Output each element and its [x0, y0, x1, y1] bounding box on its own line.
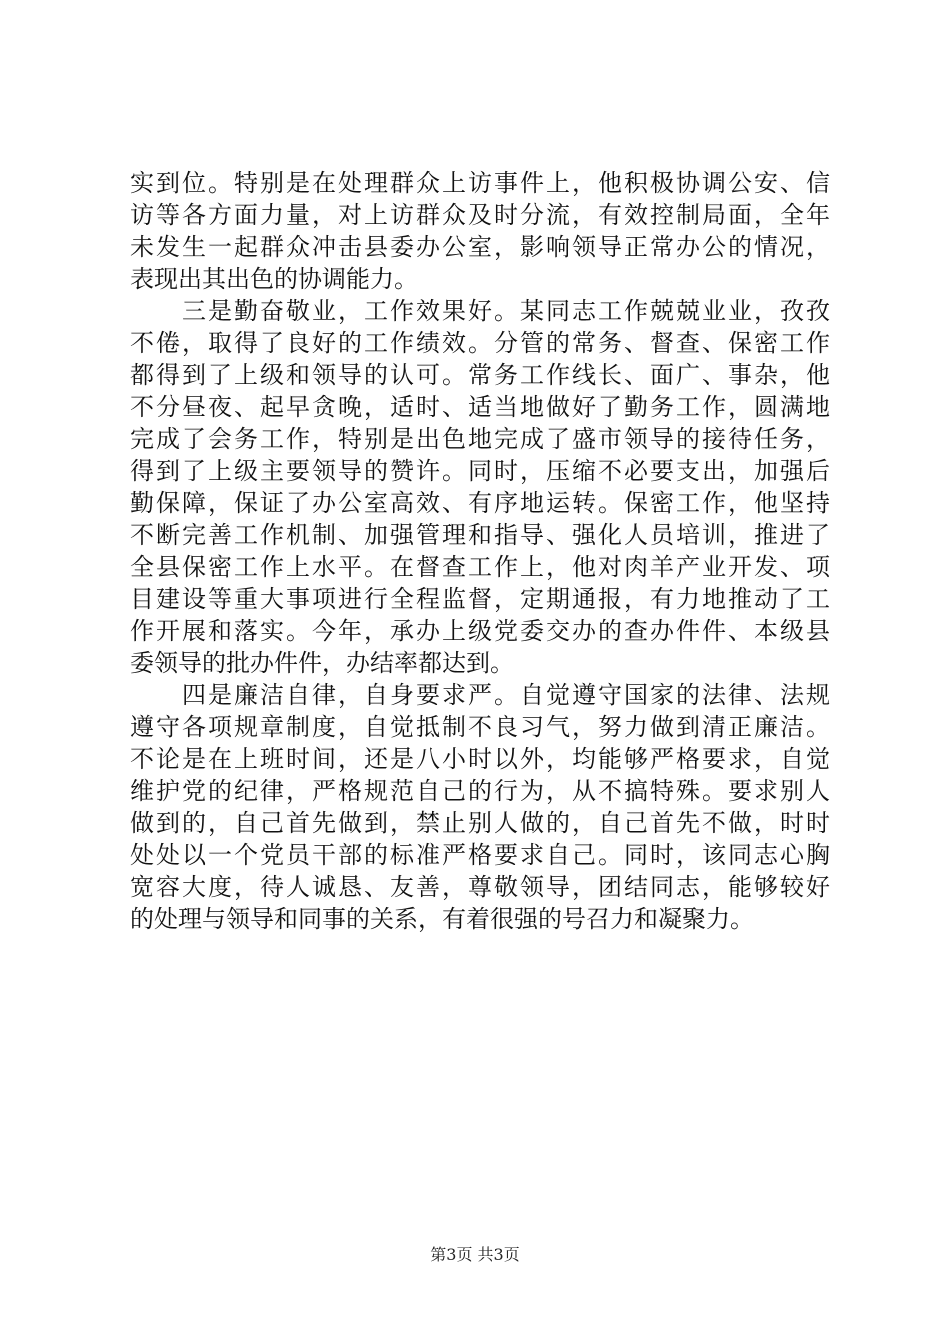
paragraph-integrity: [130, 679, 830, 935]
text-line: 做到的，自己首先做到，禁止别人做的，自己首先不做，时时: [130, 809, 830, 837]
text-line: 得到了上级主要领导的赞许。同时，压缩不必要支出，加强后: [130, 457, 830, 485]
text-line: 不倦，取得了良好的工作绩效。分管的常务、督查、保密工作: [130, 329, 830, 357]
text-line: 完成了会务工作，特别是出色地完成了盛市领导的接待任务，: [130, 425, 830, 453]
text-line: 作开展和落实。今年，承办上级党委交办的查办件件、本级县: [130, 617, 830, 645]
text-line: 不分昼夜、起早贪晚，适时、适当地做好了勤务工作，圆满地: [130, 393, 830, 421]
paragraph-coordination: [130, 167, 830, 295]
text-line: 维护党的纪律，严格规范自己的行为，从不搞特殊。要求别人: [130, 777, 830, 805]
text-line: 四是廉洁自律，自身要求严。自觉遵守国家的法律、法规: [130, 681, 830, 709]
paragraph-diligence: [130, 295, 830, 679]
document-body: [130, 167, 830, 935]
text-line: 目建设等重大事项进行全程监督，定期通报，有力地推动了工: [130, 585, 830, 613]
text-line: 不断完善工作机制、加强管理和指导、强化人员培训，推进了: [130, 521, 830, 549]
text-line: 处处以一个党员干部的标准严格要求自己。同时，该同志心胸: [130, 841, 830, 869]
text-line: 访等各方面力量，对上访群众及时分流，有效控制局面，全年: [130, 201, 830, 229]
text-line: 的处理与领导和同事的关系，有着很强的号召力和凝聚力。: [130, 905, 754, 933]
text-line: 未发生一起群众冲击县委办公室，影响领导正常办公的情况，: [130, 233, 830, 261]
text-line: 全县保密工作上水平。在督查工作上，他对肉羊产业开发、项: [130, 553, 830, 581]
text-line: 都得到了上级和领导的认可。常务工作线长、面广、事杂，他: [130, 361, 830, 389]
text-line: 实到位。特别是在处理群众上访事件上，他积极协调公安、信: [130, 169, 830, 197]
text-line: 遵守各项规章制度，自觉抵制不良习气，努力做到清正廉洁。: [130, 713, 830, 741]
text-line: 勤保障，保证了办公室高效、有序地运转。保密工作，他坚持: [130, 489, 830, 517]
text-line: 委领导的批办件件，办结率都达到。: [130, 649, 514, 677]
text-line: 三是勤奋敬业，工作效果好。某同志工作兢兢业业，孜孜: [130, 297, 830, 325]
page-number-footer: 第3页 共3页: [430, 1245, 520, 1264]
text-line: 宽容大度，待人诚恳、友善，尊敬领导，团结同志，能够较好: [130, 873, 830, 901]
text-line: 不论是在上班时间，还是八小时以外，均能够严格要求，自觉: [130, 745, 830, 773]
text-line: 表现出其出色的协调能力。: [130, 265, 418, 293]
